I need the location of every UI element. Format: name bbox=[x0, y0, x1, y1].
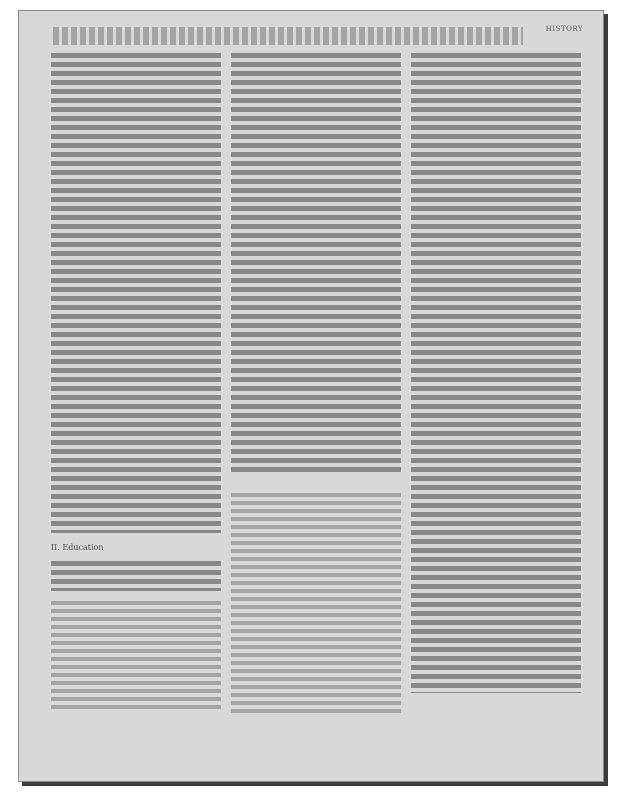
running-head: HISTORY bbox=[545, 25, 583, 33]
text-column-right bbox=[411, 53, 581, 713]
footnote-block bbox=[51, 601, 221, 711]
text-column-left bbox=[51, 53, 221, 713]
paragraph-block bbox=[411, 53, 581, 693]
scanned-page bbox=[18, 10, 604, 782]
footnote-block bbox=[231, 493, 401, 713]
section-heading: II. Education bbox=[51, 543, 104, 552]
paragraph-block bbox=[231, 53, 401, 473]
paragraph-block bbox=[51, 561, 221, 591]
text-column-middle bbox=[231, 53, 401, 713]
header-text-line bbox=[53, 27, 523, 45]
paragraph-block bbox=[51, 53, 221, 533]
